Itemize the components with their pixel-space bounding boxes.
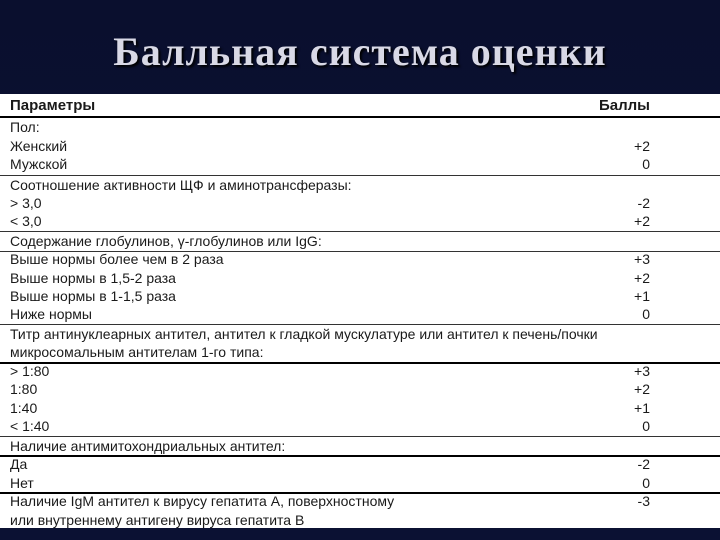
row-label: Содержание глобулинов, γ-глобулинов или IgG: <box>10 233 322 249</box>
row-label: 1:40 <box>10 400 38 416</box>
row-label: > 1:80 <box>10 363 50 379</box>
row-score: +1 <box>634 288 650 304</box>
row-score: +1 <box>634 400 650 416</box>
bottom-bar <box>0 528 720 540</box>
row-label: Наличие IgM антител к вирусу гепатита А, поверхностному <box>10 493 395 509</box>
row-label: Женский <box>10 138 68 154</box>
table-row <box>10 232 720 251</box>
row-label: Выше нормы в 1-1,5 раза <box>10 288 176 304</box>
row-score: -2 <box>637 195 650 211</box>
header-score: Баллы <box>599 97 650 114</box>
row-label: Выше нормы более чем в 2 раза <box>10 251 224 267</box>
row-label: < 1:40 <box>10 418 50 434</box>
row-score: +2 <box>634 138 650 154</box>
row-label: > 3,0 <box>10 195 42 211</box>
row-score: +3 <box>634 363 650 379</box>
table-row <box>10 417 720 436</box>
table-row <box>10 305 720 324</box>
table-row <box>10 137 720 156</box>
row-score: 0 <box>642 475 650 491</box>
scoring-table <box>0 94 720 540</box>
table-row <box>10 155 720 174</box>
table-header <box>10 96 720 115</box>
row-score: 0 <box>642 418 650 434</box>
table-row <box>10 380 720 399</box>
slide-title: Балльная система оценки <box>113 29 607 74</box>
row-label: 1:80 <box>10 381 38 397</box>
row-label: Мужской <box>10 156 68 172</box>
row-score: +2 <box>634 270 650 286</box>
table-row <box>10 194 720 213</box>
row-score: +3 <box>634 251 650 267</box>
table-row <box>10 176 720 195</box>
row-label: или внутреннему антигену вируса гепатита В <box>10 512 305 528</box>
row-label: Титр антинуклеарных антител, антител к гладкой мускулатуре или антител к печень/почки <box>10 326 598 342</box>
table-row <box>10 118 720 137</box>
row-label: < 3,0 <box>10 213 42 229</box>
table-row <box>10 287 720 306</box>
table-row <box>10 492 720 511</box>
row-label: Ниже нормы <box>10 306 92 322</box>
row-score: -3 <box>637 493 650 509</box>
table-row <box>10 250 720 269</box>
table-row <box>10 325 720 344</box>
table-row <box>10 343 720 362</box>
header-param: Параметры <box>10 97 96 114</box>
row-score: +2 <box>634 213 650 229</box>
row-score: 0 <box>642 306 650 322</box>
row-label: Пол: <box>10 119 40 135</box>
table-row <box>10 455 720 474</box>
row-score: -2 <box>637 456 650 472</box>
table-row <box>10 437 720 456</box>
row-label: Наличие антимитохондриальных антител: <box>10 438 286 454</box>
table-row <box>10 269 720 288</box>
row-label: Соотношение активности ЩФ и аминотрансферазы: <box>10 177 352 193</box>
table-row <box>10 212 720 231</box>
row-label: Нет <box>10 475 34 491</box>
row-label: Выше нормы в 1,5-2 раза <box>10 270 176 286</box>
row-score: 0 <box>642 156 650 172</box>
row-label: Да <box>10 456 28 472</box>
row-label: микросомальным антителам 1-го типа: <box>10 344 264 360</box>
table-row <box>10 474 720 493</box>
table-row <box>10 399 720 418</box>
table-row <box>10 362 720 381</box>
row-score: +2 <box>634 381 650 397</box>
